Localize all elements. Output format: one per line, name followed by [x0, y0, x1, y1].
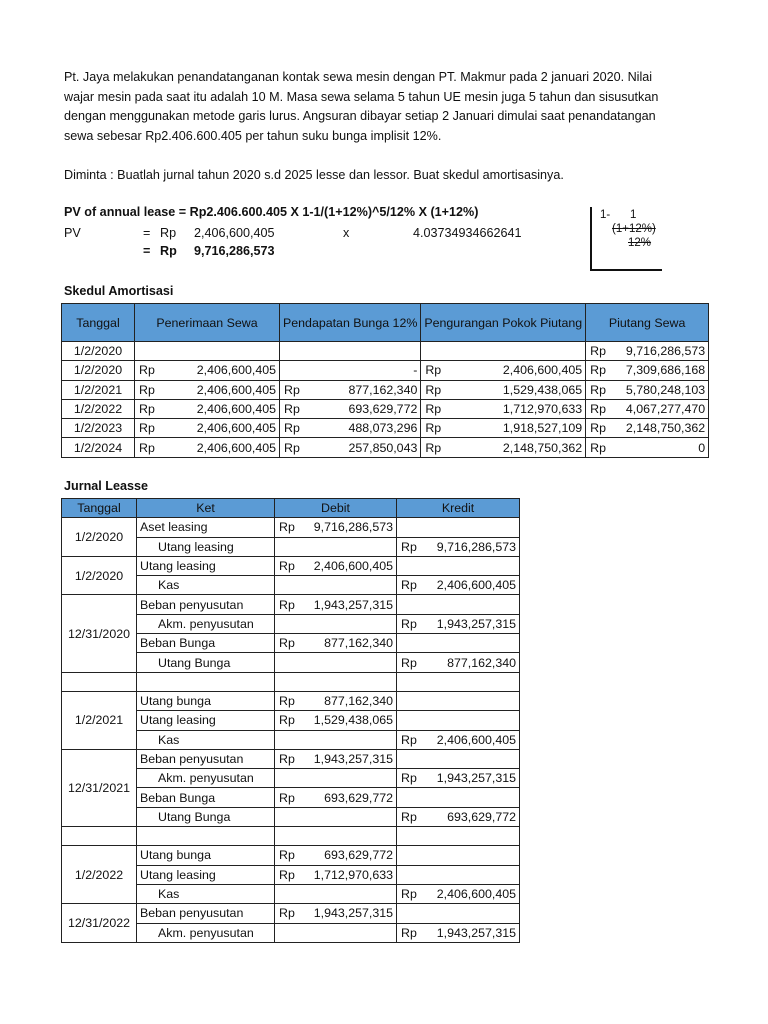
journal-cv: 877,162,340	[423, 653, 520, 672]
journal-empty-cell	[137, 827, 275, 846]
journal-date: 1/2/2021	[62, 691, 137, 749]
journal-dv: 1,529,438,065	[301, 711, 397, 730]
journal-account: Akm. penyusutan	[137, 923, 275, 942]
amort-cell: 2,406,600,405	[162, 380, 280, 399]
amort-cell: 5,780,248,103	[613, 380, 709, 399]
journal-dv	[301, 730, 397, 749]
journal-cv: 1,943,257,315	[423, 614, 520, 633]
pv-rp-2: Rp	[160, 244, 177, 258]
journal-spacer-row	[62, 672, 520, 691]
journal-account: Kas	[137, 884, 275, 903]
amort-cell	[135, 342, 163, 361]
journal-empty-cell	[275, 827, 301, 846]
journal-crp	[397, 904, 423, 923]
journal-dv: 1,712,970,633	[301, 865, 397, 884]
amort-cell: Rp	[586, 438, 614, 457]
journal-dv: 1,943,257,315	[301, 595, 397, 614]
amort-cell: Rp	[586, 361, 614, 380]
pv-factor: 4.03734934662641	[413, 226, 522, 240]
journal-cv: 2,406,600,405	[423, 730, 520, 749]
journal-account: Utang leasing	[137, 537, 275, 556]
amort-cell	[448, 342, 585, 361]
journal-dv	[301, 537, 397, 556]
journal-drp	[275, 923, 301, 942]
amort-cell	[162, 342, 280, 361]
journal-dv: 877,162,340	[301, 691, 397, 710]
journal-crp	[397, 865, 423, 884]
journal-drp: Rp	[275, 595, 301, 614]
journal-drp	[275, 807, 301, 826]
journal-account: Utang Bunga	[137, 807, 275, 826]
journal-drp	[275, 653, 301, 672]
amort-cell: Rp	[586, 380, 614, 399]
amort-cell: 1,918,527,109	[448, 419, 585, 438]
journal-crp	[397, 634, 423, 653]
amort-cell: Rp	[135, 438, 163, 457]
amort-cell: 257,850,043	[307, 438, 421, 457]
amort-row	[62, 342, 709, 361]
amort-cell: 9,716,286,573	[613, 342, 709, 361]
amort-cell: Rp	[135, 361, 163, 380]
journal-crp	[397, 518, 423, 537]
amort-cell: 1/2/2020	[62, 361, 135, 380]
amort-cell: Rp	[280, 380, 308, 399]
journal-crp: Rp	[397, 537, 423, 556]
journal-cv	[423, 691, 520, 710]
journal-account: Beban Bunga	[137, 788, 275, 807]
amort-cell	[421, 342, 449, 361]
amort-cell: 1/2/2020	[62, 342, 135, 361]
amort-header: Tanggal	[62, 304, 135, 342]
journal-dv: 1,943,257,315	[301, 904, 397, 923]
journal-drp: Rp	[275, 788, 301, 807]
journal-crp: Rp	[397, 576, 423, 595]
journal-dv: 2,406,600,405	[301, 556, 397, 575]
amort-cell: 1,529,438,065	[448, 380, 585, 399]
journal-row	[62, 518, 520, 537]
journal-account: Beban Bunga	[137, 634, 275, 653]
amort-row	[62, 380, 709, 399]
journal-crp: Rp	[397, 884, 423, 903]
journal-dv: 693,629,772	[301, 788, 397, 807]
journal-empty-cell	[423, 672, 520, 691]
amort-cell	[280, 361, 308, 380]
journal-spacer-row	[62, 827, 520, 846]
journal-crp: Rp	[397, 923, 423, 942]
journal-account: Beban penyusutan	[137, 904, 275, 923]
journal-crp: Rp	[397, 653, 423, 672]
journal-dv	[301, 807, 397, 826]
journal-cv: 693,629,772	[423, 807, 520, 826]
journal-empty-cell	[62, 672, 137, 691]
journal-cv	[423, 846, 520, 865]
amort-cell	[280, 342, 308, 361]
amort-cell: 877,162,340	[307, 380, 421, 399]
amort-cell: 2,406,600,405	[162, 399, 280, 418]
journal-crp	[397, 749, 423, 768]
journal-dv: 9,716,286,573	[301, 518, 397, 537]
amort-cell: Rp	[280, 399, 308, 418]
pv-annual-payment: 2,406,600,405	[194, 226, 275, 240]
journal-drp	[275, 576, 301, 595]
journal-crp	[397, 595, 423, 614]
jurnal-header: Tanggal	[62, 499, 137, 518]
journal-table	[61, 498, 520, 943]
journal-drp: Rp	[275, 634, 301, 653]
journal-row	[62, 595, 520, 614]
journal-drp	[275, 769, 301, 788]
pv-result: 9,716,286,573	[194, 244, 275, 258]
pv-label: PV	[64, 226, 81, 240]
pv-times: x	[343, 226, 350, 240]
journal-account: Kas	[137, 576, 275, 595]
pv-eq-2: =	[143, 244, 151, 258]
journal-cv	[423, 865, 520, 884]
journal-crp	[397, 691, 423, 710]
amort-cell: Rp	[135, 399, 163, 418]
journal-dv: 1,943,257,315	[301, 749, 397, 768]
amort-cell: Rp	[586, 419, 614, 438]
journal-dv: 877,162,340	[301, 634, 397, 653]
amort-cell: 2,406,600,405	[162, 438, 280, 457]
journal-drp: Rp	[275, 846, 301, 865]
journal-dv	[301, 923, 397, 942]
amort-cell: 488,073,296	[307, 419, 421, 438]
journal-dv	[301, 769, 397, 788]
journal-cv	[423, 634, 520, 653]
journal-drp: Rp	[275, 865, 301, 884]
amort-cell: Rp	[280, 438, 308, 457]
journal-crp: Rp	[397, 730, 423, 749]
journal-empty-cell	[301, 672, 397, 691]
amort-cell: Rp	[135, 419, 163, 438]
jurnal-header: Kredit	[397, 499, 520, 518]
journal-account: Akm. penyusutan	[137, 769, 275, 788]
journal-account: Beban penyusutan	[137, 595, 275, 614]
amort-cell: 2,148,750,362	[613, 419, 709, 438]
amort-cell: 0	[613, 438, 709, 457]
pv-rp-1: Rp	[160, 226, 177, 240]
amort-cell	[307, 342, 421, 361]
journal-drp: Rp	[275, 691, 301, 710]
amort-header: Pendapatan Bunga 12%	[280, 304, 421, 342]
journal-row	[62, 846, 520, 865]
journal-date: 12/31/2022	[62, 904, 137, 943]
journal-empty-cell	[62, 827, 137, 846]
journal-crp	[397, 556, 423, 575]
amort-cell: Rp	[280, 419, 308, 438]
jurnal-header: Ket	[137, 499, 275, 518]
journal-drp	[275, 537, 301, 556]
journal-row	[62, 556, 520, 575]
journal-cv: 2,406,600,405	[423, 884, 520, 903]
fraction-part-b: 1	[630, 209, 637, 221]
journal-account: Beban penyusutan	[137, 749, 275, 768]
journal-cv	[423, 595, 520, 614]
amort-cell: 4,067,277,470	[613, 399, 709, 418]
journal-crp: Rp	[397, 614, 423, 633]
journal-date: 12/31/2021	[62, 749, 137, 826]
journal-empty-cell	[397, 827, 423, 846]
pv-formula: PV of annual lease = Rp2.406.600.405 X 1-1/(1+12%)^5/12% X (1+12%)	[64, 205, 479, 219]
amort-cell: Rp	[586, 342, 614, 361]
fraction-part-a: 1-	[600, 209, 611, 221]
amort-cell: Rp	[421, 419, 449, 438]
journal-empty-cell	[275, 672, 301, 691]
journal-account: Utang leasing	[137, 865, 275, 884]
amort-cell: 1,712,970,633	[448, 399, 585, 418]
fraction-part-c: (1+12%)	[612, 223, 656, 235]
journal-drp	[275, 730, 301, 749]
journal-account: Akm. penyusutan	[137, 614, 275, 633]
amort-cell: 2,406,600,405	[162, 361, 280, 380]
journal-account: Kas	[137, 730, 275, 749]
amort-cell: 7,309,686,168	[613, 361, 709, 380]
journal-date: 12/31/2020	[62, 595, 137, 672]
problem-statement: Pt. Jaya melakukan penandatanganan kontak sewa mesin dengan PT. Makmur pada 2 januari 2020. Nilai wajar mesin pada saat itu adalah 10 M. Masa sewa selama 5 tahun UE mesin juga 5 tahun dan sisusutkan dengan menggunakan metode garis lurus. Angsuran dibayar setiap 2 Januari dimulai saat penandatangan sewa sebesar Rp2.406.600.405 per tahun suku bunga implisit 12%.	[64, 70, 659, 143]
task-statement: Diminta : Buatlah jurnal tahun 2020 s.d 2025 lesse dan lessor. Buat skedul amortisasinya.	[64, 168, 564, 182]
journal-empty-cell	[397, 672, 423, 691]
journal-row	[62, 749, 520, 768]
journal-account: Utang bunga	[137, 691, 275, 710]
amort-header: Piutang Sewa	[586, 304, 709, 342]
amort-cell: Rp	[421, 438, 449, 457]
amortization-table	[61, 303, 709, 458]
journal-date: 1/2/2020	[62, 518, 137, 557]
amort-row	[62, 438, 709, 457]
amort-cell: Rp	[421, 361, 449, 380]
journal-drp	[275, 614, 301, 633]
journal-cv	[423, 556, 520, 575]
amort-cell: 1/2/2022	[62, 399, 135, 418]
journal-drp: Rp	[275, 556, 301, 575]
journal-empty-cell	[137, 672, 275, 691]
journal-cv: 9,716,286,573	[423, 537, 520, 556]
journal-account: Utang bunga	[137, 846, 275, 865]
journal-account: Utang leasing	[137, 711, 275, 730]
journal-crp	[397, 788, 423, 807]
jurnal-title: Jurnal Leasse	[64, 479, 149, 493]
amort-header: Penerimaan Sewa	[135, 304, 280, 342]
amort-cell: 1/2/2023	[62, 419, 135, 438]
journal-account: Aset leasing	[137, 518, 275, 537]
amort-row	[62, 419, 709, 438]
journal-crp: Rp	[397, 769, 423, 788]
journal-dv	[301, 576, 397, 595]
amort-cell: 2,148,750,362	[448, 438, 585, 457]
journal-date: 1/2/2022	[62, 846, 137, 904]
journal-crp	[397, 846, 423, 865]
journal-cv	[423, 711, 520, 730]
amort-cell: Rp	[421, 380, 449, 399]
journal-drp: Rp	[275, 749, 301, 768]
journal-empty-cell	[301, 827, 397, 846]
journal-cv	[423, 788, 520, 807]
amort-cell: -	[307, 361, 421, 380]
journal-dv: 693,629,772	[301, 846, 397, 865]
pv-eq-1: =	[143, 226, 151, 240]
journal-cv	[423, 749, 520, 768]
annuity-fraction	[590, 207, 662, 271]
amort-row	[62, 361, 709, 380]
journal-drp: Rp	[275, 711, 301, 730]
amort-cell: Rp	[135, 380, 163, 399]
amort-row	[62, 399, 709, 418]
journal-drp: Rp	[275, 518, 301, 537]
fraction-part-d: 12%	[628, 237, 652, 249]
journal-cv: 1,943,257,315	[423, 923, 520, 942]
journal-row	[62, 691, 520, 710]
amort-cell: 1/2/2021	[62, 380, 135, 399]
journal-dv	[301, 614, 397, 633]
journal-cv	[423, 904, 520, 923]
journal-date: 1/2/2020	[62, 556, 137, 595]
journal-dv	[301, 884, 397, 903]
journal-crp: Rp	[397, 807, 423, 826]
amort-cell: Rp	[586, 399, 614, 418]
journal-cv	[423, 518, 520, 537]
amort-title: Skedul Amortisasi	[64, 284, 174, 298]
amort-cell: 2,406,600,405	[448, 361, 585, 380]
journal-cv: 1,943,257,315	[423, 769, 520, 788]
journal-row	[62, 904, 520, 923]
journal-account: Utang leasing	[137, 556, 275, 575]
journal-crp	[397, 711, 423, 730]
amort-cell: 1/2/2024	[62, 438, 135, 457]
journal-dv	[301, 653, 397, 672]
journal-cv: 2,406,600,405	[423, 576, 520, 595]
journal-drp	[275, 884, 301, 903]
journal-drp: Rp	[275, 904, 301, 923]
journal-empty-cell	[423, 827, 520, 846]
amort-cell: Rp	[421, 399, 449, 418]
amort-header: Pengurangan Pokok Piutang	[421, 304, 586, 342]
journal-account: Utang Bunga	[137, 653, 275, 672]
jurnal-header: Debit	[275, 499, 397, 518]
amort-cell: 2,406,600,405	[162, 419, 280, 438]
amort-cell: 693,629,772	[307, 399, 421, 418]
